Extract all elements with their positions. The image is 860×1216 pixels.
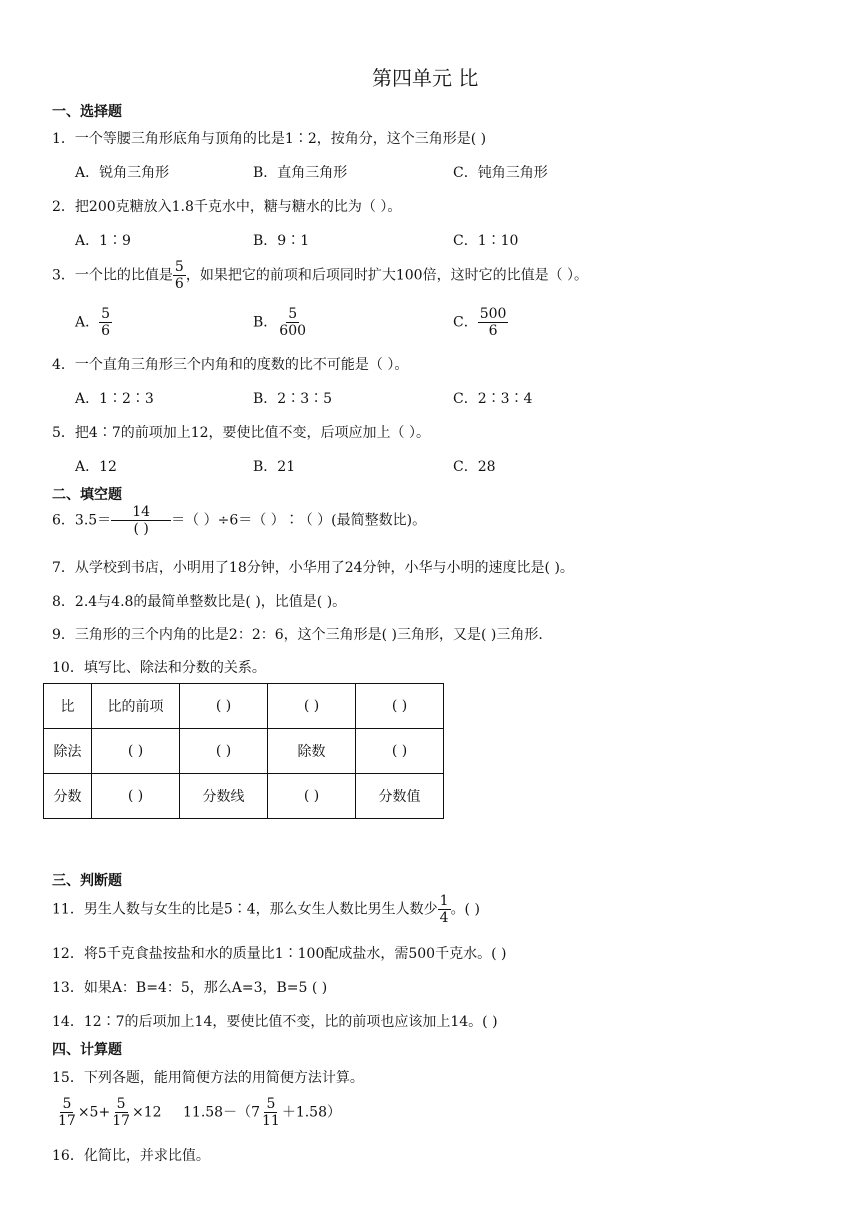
q15-expression-1: $\frac{5}{17}$ ×5+ $\frac{5}{17}$ ×12 [58, 1096, 162, 1130]
question-4: 4．一个直角三角形三个内角和的度数的比不可能是（ ）。 [52, 357, 409, 373]
q1-option-a: A．锐角三角形 [75, 165, 170, 181]
question-15: 15．下列各题，能用简便方法的用简便方法计算。 [52, 1070, 364, 1086]
fraction: $\frac{5}{11}$ [262, 1096, 280, 1130]
q1-option-c: C．钝角三角形 [453, 165, 548, 181]
fraction: $\frac{5}{6}$ [101, 306, 111, 340]
q4-option-b: B．2∶3∶5 [253, 391, 333, 407]
section-heading-choice: 一、选择题 [52, 104, 122, 120]
fraction: $\frac{1}{4}$ [439, 893, 449, 927]
table-row: 除法 ( ) ( ) 除数 ( ) [44, 729, 444, 774]
question-14: 14．12∶7的后项加上14，要使比值不变，比的前项也应该加上14。( ) [52, 1014, 498, 1030]
fraction: $\frac{500}{6}$ [479, 306, 507, 340]
q1-option-b: B．直角三角形 [253, 165, 348, 181]
question-5: 5．把4∶7的前项加上12，要使比值不变，后项应加上（ ）。 [52, 425, 430, 441]
q15-expression-2: 11.58－（7 $\frac{5}{11}$ ＋1.58） [183, 1096, 341, 1130]
fraction: $\frac{5}{600}$ [279, 306, 307, 340]
fraction: $\frac{14}{( )}$ [111, 504, 171, 537]
question-13: 13．如果A：B=4：5，那么A=3，B=5 ( ) [52, 980, 328, 996]
question-8: 8．2.4与4.8的最简单整数比是( )，比值是( )。 [52, 594, 347, 610]
q3-option-c: C． $\frac{500}{6}$ [453, 306, 507, 340]
q4-option-a: A．1∶2∶3 [75, 391, 154, 407]
question-9: 9．三角形的三个内角的比是2：2：6，这个三角形是( )三角形，又是( )三角形. [52, 627, 543, 643]
question-16: 16．化简比，并求比值。 [52, 1148, 210, 1164]
question-7: 7．从学校到书店，小明用了18分钟，小华用了24分钟，小华与小明的速度比是( )。 [52, 560, 574, 576]
q4-option-c: C．2∶3∶4 [453, 391, 533, 407]
ratio-relation-table [43, 683, 444, 819]
q2-option-b: B．9∶1 [253, 233, 310, 249]
q3-option-b: B． $\frac{5}{600}$ [253, 306, 307, 340]
question-2: 2．把200克糖放入1.8千克水中，糖与糖水的比为（ ）。 [52, 199, 402, 215]
q2-option-a: A．1∶9 [75, 233, 131, 249]
table-row: 分数 ( ) 分数线 ( ) 分数值 [44, 774, 444, 819]
q5-option-b: B．21 [253, 459, 296, 475]
question-12: 12．将5千克食盐按盐和水的质量比1∶100配成盐水，需500千克水。( ) [52, 946, 507, 962]
q3-option-a: A． $\frac{5}{6}$ [75, 306, 111, 340]
question-11: 11．男生人数与女生的比是5∶4，那么女生人数比男生人数少 $\frac{1}{4}$ 。( ) [52, 893, 480, 927]
question-3: 3．一个比的比值是 $\frac{5}{6}$ ，如果把它的前项和后项同时扩大100倍，这时它的比值是（ ）。 [52, 259, 589, 293]
section-heading-fill: 二、填空题 [52, 487, 122, 503]
page-title: 第四单元 比 [372, 66, 479, 90]
question-1: 1．一个等腰三角形底角与顶角的比是1∶2，按角分，这个三角形是( ) [52, 131, 487, 147]
q2-option-c: C．1∶10 [453, 233, 519, 249]
question-6: 6．3.5＝ $\frac{14}{( )}$ ＝（ ）÷6＝（ ）∶（ ）(最简整数比)。 [52, 504, 427, 538]
q5-option-c: C．28 [453, 459, 496, 475]
q5-option-a: A．12 [75, 459, 117, 475]
fraction: $\frac{5}{17}$ [58, 1096, 76, 1130]
fraction: $\frac{5}{6}$ [174, 259, 184, 293]
fraction: $\frac{5}{17}$ [112, 1096, 131, 1130]
section-heading-judge: 三、判断题 [52, 873, 122, 889]
question-10: 10．填写比、除法和分数的关系。 [52, 660, 266, 676]
section-heading-calc: 四、计算题 [52, 1042, 122, 1058]
table-row: 比 比的前项 ( ) ( ) ( ) [44, 684, 444, 729]
